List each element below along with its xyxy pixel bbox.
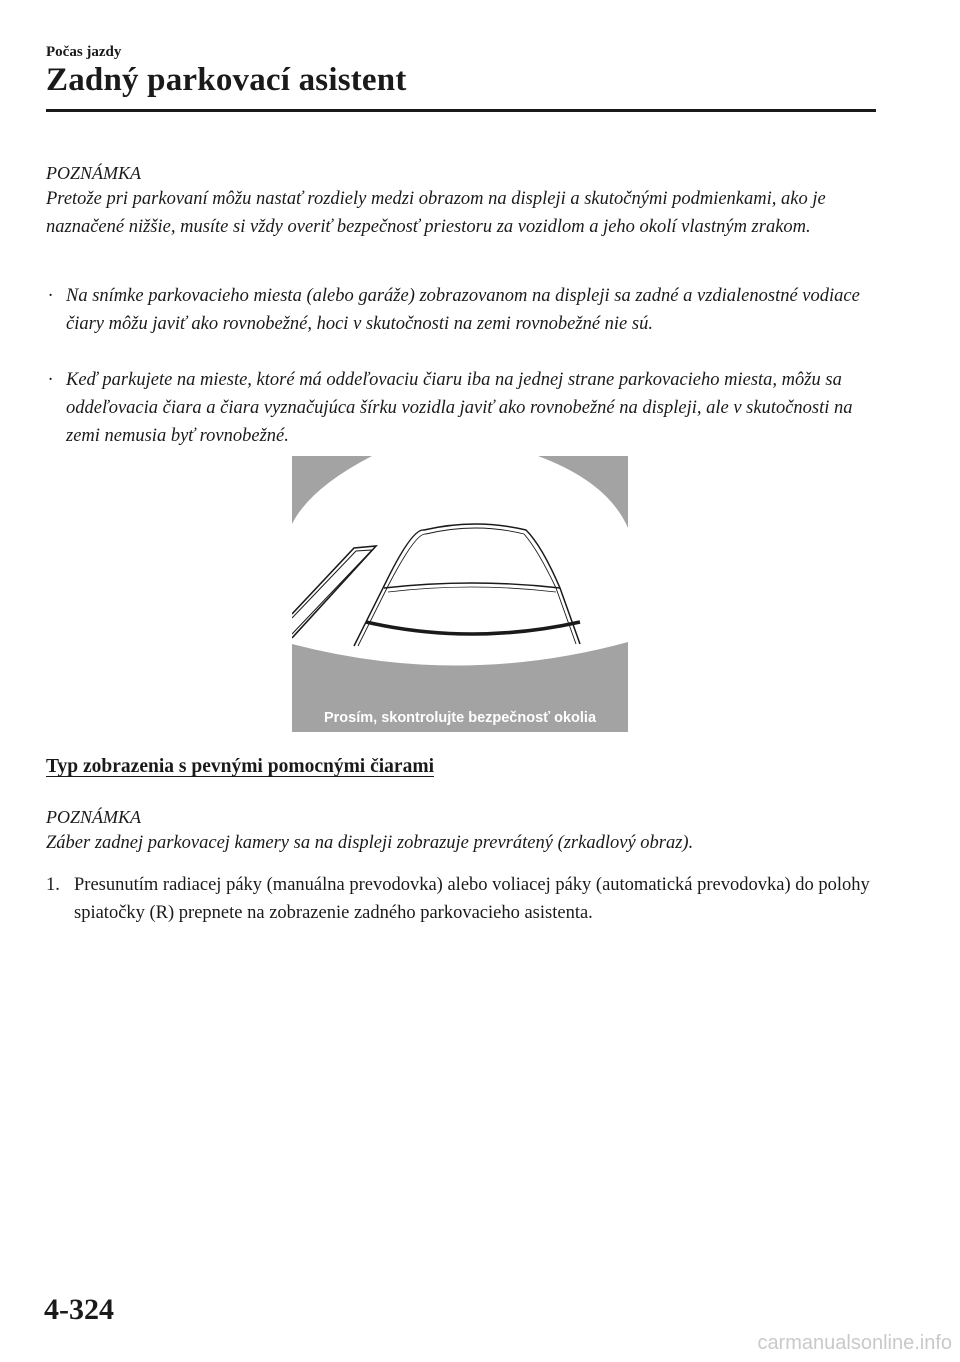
step-text: Presunutím radiacej páky (manuálna prevodovka) alebo voliacej páky (automatická prevodovka) do polohy spiatočky (R) prepnete na zobrazenie zadného parkovacieho asistenta. <box>74 875 870 923</box>
bullet-text: Keď parkujete na mieste, ktoré má oddeľovaciu čiaru iba na jednej strane parkovacieho miesta, môžu sa oddeľovacia čiara a čiara vyznačujúca šírku vozidla javiť ako rovnobežné na displeji, ale v skutočnosti na zemi nemusia byť rovnobežné. <box>66 370 853 446</box>
section-heading: Typ zobrazenia s pevnými pomocnými čiarami <box>46 756 434 777</box>
parking-line-outer <box>292 546 376 638</box>
page-title: Zadný parkovací asistent <box>46 62 407 98</box>
parking-camera-illustration <box>292 456 628 732</box>
note-bullet <box>48 282 874 338</box>
bullet-marker: · <box>48 370 53 390</box>
bullet-text: Na snímke parkovacieho miesta (alebo garáže) zobrazovanom na displeji sa zadné a vzdialenostné vodiace čiary môžu javiť ako rovnobežné, hoci v skutočnosti na zemi rovnobežné nie sú. <box>66 286 860 334</box>
note-text: Pretože pri parkovaní môžu nastať rozdiely medzi obrazom na displeji a skutočnými podmienkami, ako je naznačené nižšie, musíte si vždy overiť bezpečnosť priestoru za vozidlom a jeho okolí vlastným zrakom. <box>46 189 826 237</box>
bumper-guide-line <box>366 622 580 634</box>
note-heading: POZNÁMKA <box>46 163 142 183</box>
camera-view-graphic <box>292 456 628 732</box>
title-divider <box>46 109 876 112</box>
figure-caption: Prosím, skontrolujte bezpečnosť okolia <box>323 710 597 726</box>
bullet-marker: · <box>48 286 53 306</box>
top-right-mask <box>538 456 628 528</box>
top-left-mask <box>292 456 372 524</box>
step-item <box>46 871 876 927</box>
note-bullet <box>48 366 874 450</box>
section-label: Počas jazdy <box>46 44 122 60</box>
watermark: carmanualsonline.info <box>757 1332 952 1354</box>
note-heading: POZNÁMKA <box>46 807 142 827</box>
note-text: Záber zadnej parkovacej kamery sa na displeji zobrazuje prevrátený (zrkadlový obraz). <box>46 833 694 853</box>
page-number: 4-324 <box>44 1293 114 1326</box>
parking-line-inner <box>292 550 372 634</box>
step-number: 1. <box>46 875 60 895</box>
distance-guide-line <box>388 587 556 592</box>
